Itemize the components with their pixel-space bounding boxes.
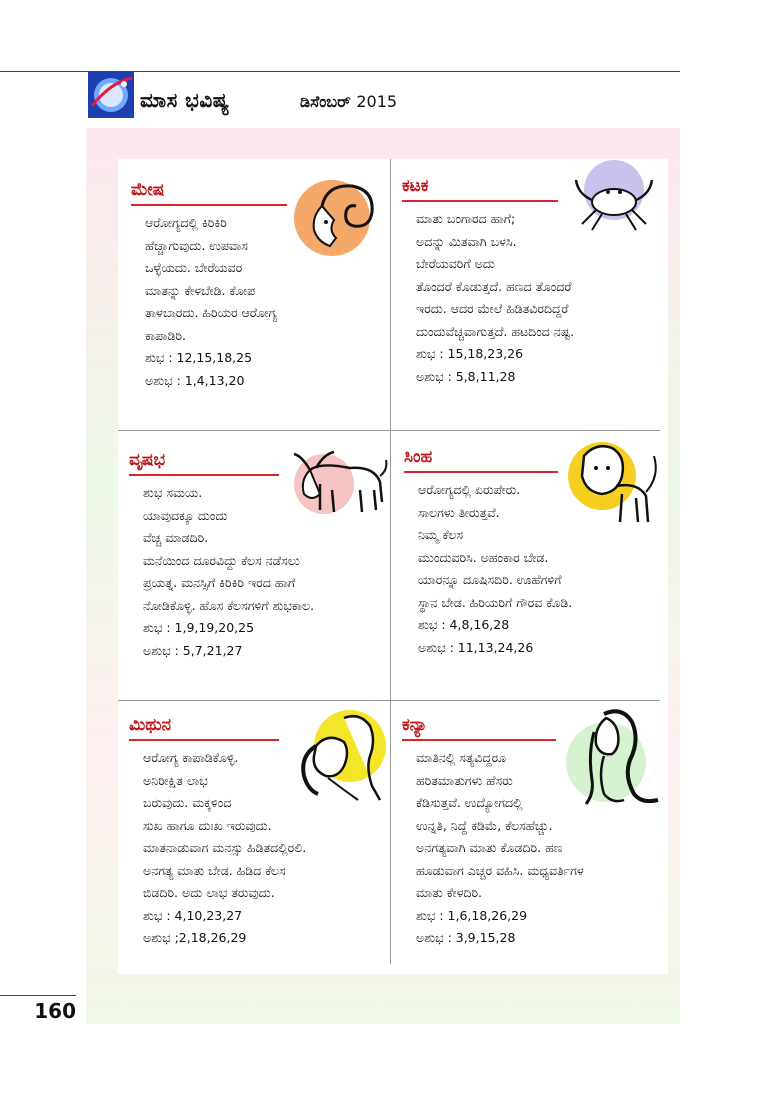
issue-month: ಡಿಸೆಂಬರ್ (300, 92, 351, 111)
twins-icon (288, 706, 388, 804)
text-line: ಮಾತನ್ನು ಕೇಳಬೇಡಿ. ಕೋಪ (145, 282, 256, 298)
row-divider (118, 430, 660, 431)
text-line: ದುಂದುವೆಚ್ಚವಾಗುತ್ತದೆ. ಹಟದಿಂದ ನಷ್ಟ. (416, 323, 575, 339)
text-line: ವೆಚ್ಚ ಮಾಡದಿರಿ. (143, 530, 209, 545)
bull-icon (290, 440, 390, 520)
lucky-dates: ಶುಭ : 1,9,19,20,25 (143, 620, 255, 635)
ram-icon (292, 166, 386, 260)
unlucky-dates: ಅಶುಭ : 5,8,11,28 (416, 368, 516, 384)
sign-name: ವೃಷಭ (129, 450, 166, 470)
crab-icon (566, 160, 662, 240)
text-line: ಮುಂದುವರಿಸಿ. ಅಹಂಕಾರ ಬೇಡ. (418, 549, 549, 565)
text-line: ಮಾತಿನಲ್ಲಿ ಸತ್ಯವಿದ್ದರೂ (416, 750, 507, 765)
text-line: ಇರದು. ಆದರ ಮೇಲೆ ಹಿಡಿತವಿರದಿದ್ದರೆ (416, 301, 569, 316)
text-line: ಹೆಚ್ಚಾಗುವುದು. ಉಪವಾಸ (145, 237, 248, 253)
sign-text (416, 747, 584, 950)
issue-date (300, 92, 397, 112)
lucky-dates: ಶುಭ : 12,15,18,25 (145, 350, 253, 365)
text-line: ಸಾಲಗಳು ತೀರುತ್ತವೆ. (418, 504, 500, 520)
maiden-icon (564, 704, 664, 808)
text-line: ಪ್ರಯತ್ನ. ಮನಸ್ಸಿಗೆ ಕಿರಿಕಿರಿ ಇರದ ಹಾಗೆ (143, 575, 296, 590)
page-title: ಮಾಸ ಭವಿಷ್ಯ (140, 88, 230, 112)
lion-icon (566, 436, 664, 528)
sign-name: ಕನ್ಯಾ (402, 715, 428, 735)
unlucky-dates: ಅಶುಭ : 5,7,21,27 (143, 642, 243, 658)
text-line: ಬೇರೆಯವರಿಗೆ ಅದು (416, 256, 495, 271)
issue-year: 2015 (356, 92, 398, 111)
text-line: ನಿಮ್ಮ ಕೆಲಸ (418, 527, 463, 542)
text-line: ತಾಳಬಾರದು. ಹಿರಿಯರ ಆರೋಗ್ಯ (145, 305, 277, 320)
column-divider (390, 159, 391, 964)
sign-name-rule (129, 474, 279, 476)
footer-rule (0, 995, 76, 996)
unlucky-dates: ಅಶುಭ ;2,18,26,29 (143, 930, 247, 945)
sign-name-rule (404, 471, 558, 473)
text-line: ಶುಭ ಸಮಯ. (143, 485, 203, 500)
text-line: ಸುಖ ಹಾಗೂ ದುಃಖ ಇರುವುದು. (143, 817, 272, 833)
sign-text (416, 208, 574, 388)
row-divider (118, 700, 660, 701)
lucky-dates: ಶುಭ : 4,10,23,27 (143, 907, 243, 923)
text-line: ಯಾರನ್ನೂ ದೂಷಿಸದಿರಿ. ಊಹೆಗಳಿಗೆ (418, 572, 562, 587)
text-line: ತೊಂದರೆ ಕೊಡುತ್ತದೆ. ಹಣದ ತೊಂದರೆ (416, 278, 572, 294)
text-line: ಹೂಡುವಾಗ ಎಚ್ಚರ ವಹಿಸಿ. ಮಧ್ಯವರ್ತಿಗಳ (416, 862, 584, 878)
text-line: ಉನ್ನತಿ, ನಿದ್ದೆ ಕಡಿಮೆ, ಕೆಲಸಹೆಚ್ಚು. (416, 817, 553, 833)
sign-name-rule (402, 200, 558, 202)
text-line: ಬರುವುದು. ಮಕ್ಕಳಿಂದ (143, 795, 232, 810)
text-line: ಅದನ್ನು ಮಿತವಾಗಿ ಬಳಸಿ. (416, 233, 517, 249)
text-line: ಯಾವುದಕ್ಕೂ ದುಂದು (143, 507, 228, 523)
text-line: ಮನೆಯಿಂದ ದೂರವಿದ್ದು ಕೆಲಸ ನಡೆಸಲು (143, 552, 300, 568)
text-line: ಅನಿರೀಕ್ಷಿತ ಲಾಭ (143, 772, 208, 788)
text-line: ಮಾತು ಬಂಗಾರದ ಹಾಗೆ; (416, 211, 516, 226)
page-number: 160 (34, 999, 76, 1023)
text-line: ಸ್ಥಾನ ಬೇಡ. ಹಿರಿಯರಿಗೆ ಗೌರವ ಕೊಡಿ. (418, 594, 573, 610)
text-line: ಆರೋಗ್ಯ ಕಾಪಾಡಿಕೊಳ್ಳಿ. (143, 750, 239, 765)
sign-name: ಕಟಕ (402, 176, 429, 196)
text-line: ಮಾತನಾಡುವಾಗ ಮನಸ್ಸು ಹಿಡಿತದಲ್ಲಿರಲಿ. (143, 840, 307, 855)
lucky-dates: ಶುಭ : 15,18,23,26 (416, 346, 524, 361)
sign-text (143, 482, 314, 662)
text-line: ನೋಡಿಕೊಳ್ಳಿ. ಹೊಸ ಕೆಲಸಗಳಿಗೆ ಶುಭಕಾಲ. (143, 597, 315, 613)
sign-name: ಮಿಥುನ (129, 715, 172, 735)
sign-name-rule (131, 204, 287, 206)
sign-name: ಮೇಷ (131, 180, 165, 200)
lucky-dates: ಶುಭ : 4,8,16,28 (418, 617, 510, 632)
text-line: ಆರೋಗ್ಯದಲ್ಲಿ ಏರುಪೇರು. (418, 482, 521, 497)
lucky-dates: ಶುಭ : 1,6,18,26,29 (416, 907, 528, 923)
text-line: ಅನಗತ್ಯವಾಗಿ ಮಾತು ಕೊಡದಿರಿ. ಹಣ (416, 840, 563, 855)
sign-name-rule (402, 739, 556, 741)
unlucky-dates: ಅಶುಭ : 11,13,24,26 (418, 639, 534, 655)
unlucky-dates: ಅಶುಭ : 1,4,13,20 (145, 372, 245, 388)
sign-name-rule (129, 739, 279, 741)
text-line: ಆರೋಗ್ಯದಲ್ಲಿ ಕಿರಿಕಿರಿ (145, 215, 227, 230)
sign-text (145, 212, 277, 392)
sign-text (143, 747, 306, 950)
text-line: ಒಳ್ಳೆಯದು. ಬೇರೆಯವರ (145, 260, 243, 275)
zodiac-logo-icon (88, 72, 134, 118)
text-line: ಅನಗತ್ಯ ಮಾತು ಬೇಡ. ಹಿಡಿದ ಕೆಲಸ (143, 862, 286, 878)
text-line: ಹರಿತಮಾತುಗಳು ಹೆಸರು (416, 772, 513, 788)
text-line: ಬಿಡದಿರಿ. ಅದು ಲಾಭ ತರುವುದು. (143, 885, 275, 900)
sign-text (418, 479, 572, 659)
text-line: ಕೆಡಿಸುತ್ತವೆ. ಉದ್ಯೋಗದಲ್ಲಿ (416, 795, 523, 810)
text-line: ಮಾತು ಕೇಳದಿರಿ. (416, 885, 483, 900)
sign-name: ಸಿಂಹ (404, 447, 433, 467)
unlucky-dates: ಅಶುಭ : 3,9,15,28 (416, 930, 516, 945)
text-line: ಕಾಪಾಡಿರಿ. (145, 327, 186, 343)
